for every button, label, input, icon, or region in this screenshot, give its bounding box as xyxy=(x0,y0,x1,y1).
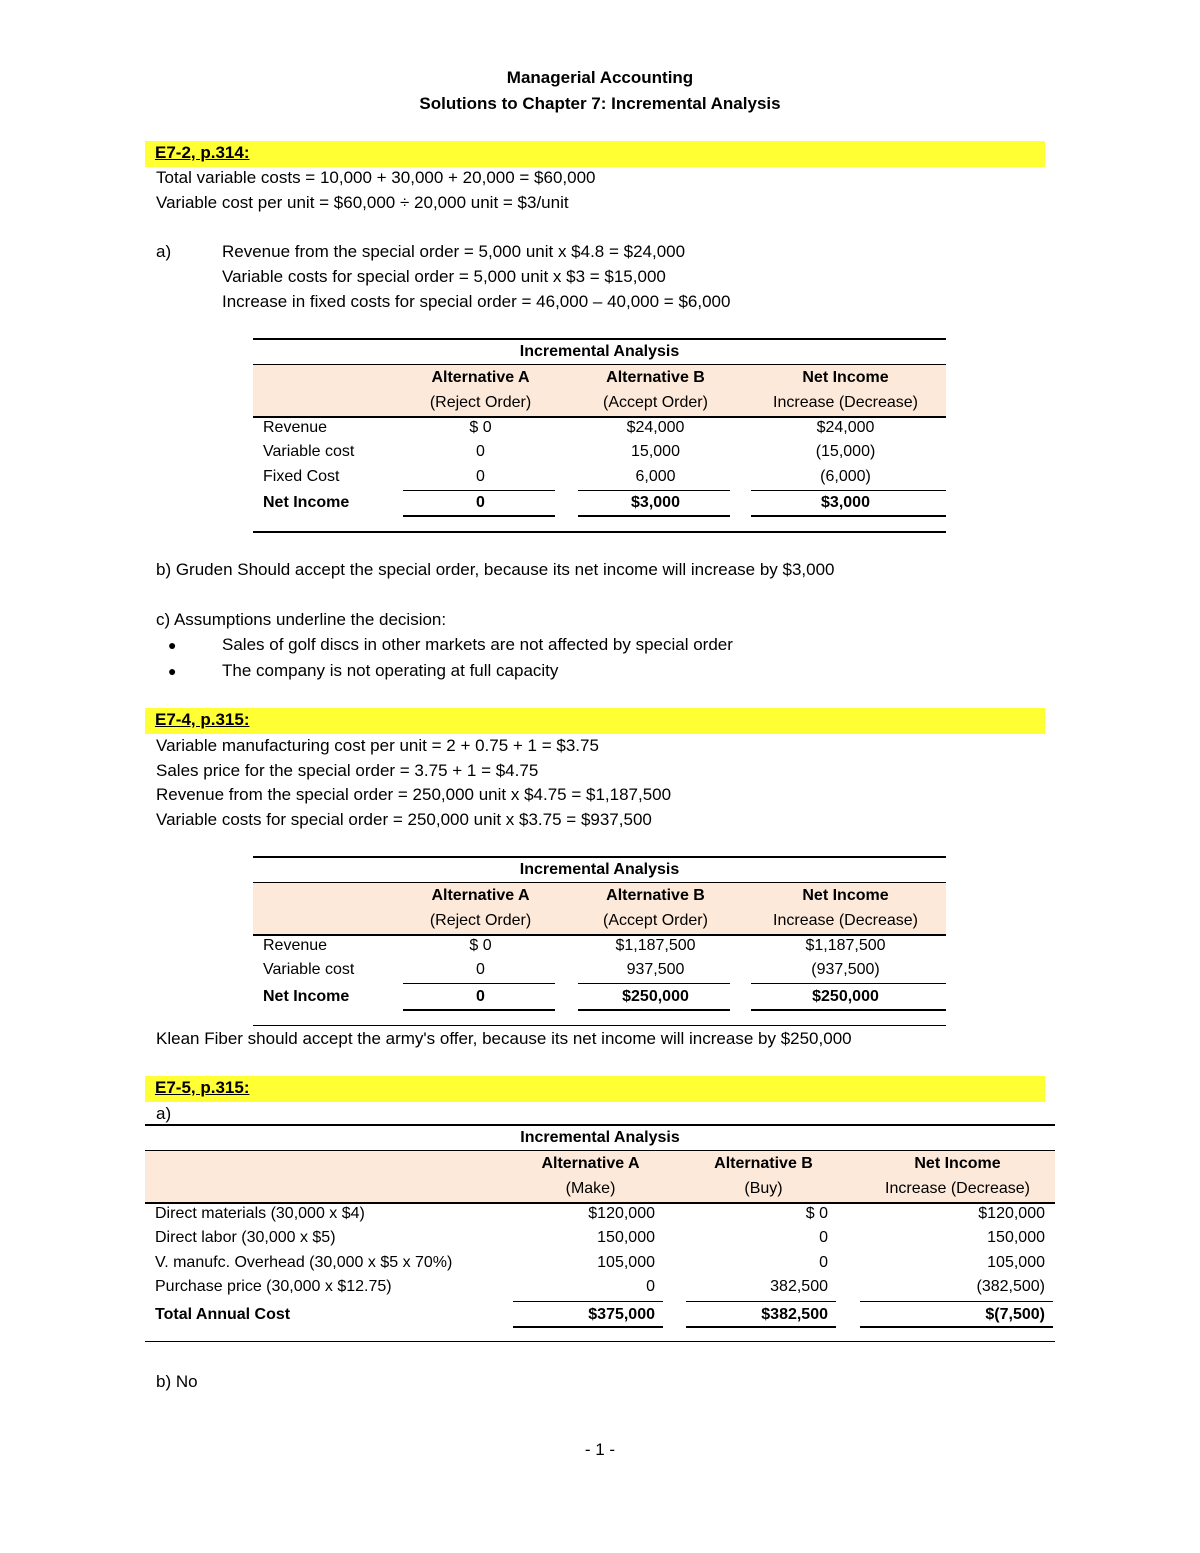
table-header-rule xyxy=(145,1150,1055,1151)
total-rule xyxy=(751,1009,946,1011)
total-rule xyxy=(403,1009,555,1011)
subtotal-rule xyxy=(578,983,730,984)
e74-line-4: Variable costs for special order = 250,000 unit x $3.75 = $937,500 xyxy=(156,810,652,829)
row-label: Fixed Cost xyxy=(263,468,340,485)
total-rule xyxy=(513,1326,663,1328)
total-rule xyxy=(860,1326,1053,1328)
e74-line-2: Sales price for the special order = 3.75 + 1 = $4.75 xyxy=(156,761,539,780)
col-a-header: Alternative A xyxy=(541,1155,640,1172)
total-rule xyxy=(686,1326,836,1328)
subtotal-rule xyxy=(513,1301,663,1302)
row-label: Variable cost xyxy=(263,443,355,460)
e72-a-line-1: Revenue from the special order = 5,000 unit x $4.8 = $24,000 xyxy=(222,242,686,261)
cell-b: $1,187,500 xyxy=(615,937,696,954)
subtotal-rule xyxy=(403,983,555,984)
cell-c: $120,000 xyxy=(978,1205,1045,1222)
e75-a-label: a) xyxy=(156,1104,172,1123)
cell-a: 0 xyxy=(646,1278,655,1295)
table-bottom-rule xyxy=(145,1341,1055,1342)
e72-b-text: b) Gruden Should accept the special order, because its net income will increase by $3,000 xyxy=(156,560,835,579)
e72-line-1: Total variable costs = 10,000 + 30,000 + 20,000 = $60,000 xyxy=(156,168,596,187)
row-label: Direct materials (30,000 x $4) xyxy=(155,1205,365,1222)
cell-b: 382,500 xyxy=(770,1278,828,1295)
col-c-subheader: Increase (Decrease) xyxy=(885,1180,1030,1197)
cell-a: 150,000 xyxy=(597,1229,655,1246)
row-label-net-income: Net Income xyxy=(263,988,350,1005)
cell-a: $ 0 xyxy=(469,937,492,954)
e75-heading: E7-5, p.315: xyxy=(155,1078,250,1097)
e74-heading: E7-4, p.315: xyxy=(155,710,250,729)
cell-b: 0 xyxy=(819,1229,828,1246)
e72-c-text: c) Assumptions underline the decision: xyxy=(156,610,447,629)
col-b-subheader: (Accept Order) xyxy=(603,912,708,929)
col-c-header: Net Income xyxy=(914,1155,1001,1172)
col-a-subheader: (Reject Order) xyxy=(429,394,532,411)
col-c-subheader: Increase (Decrease) xyxy=(773,394,918,411)
cell-a: 0 xyxy=(476,468,485,485)
table-top-rule xyxy=(253,338,946,340)
cell-c: $24,000 xyxy=(816,419,875,436)
col-c-header: Net Income xyxy=(802,887,889,904)
cell-b: $250,000 xyxy=(622,988,689,1005)
cell-b: 15,000 xyxy=(631,443,680,460)
cell-c: (937,500) xyxy=(811,961,880,978)
subtotal-rule xyxy=(860,1301,1053,1302)
e74-incremental-table xyxy=(253,854,946,1029)
table-top-rule xyxy=(253,856,946,858)
subtotal-rule xyxy=(751,490,946,491)
cell-b: $ 0 xyxy=(805,1205,828,1222)
cell-c: $250,000 xyxy=(812,988,879,1005)
subtotal-rule xyxy=(578,490,730,491)
cell-b: 937,500 xyxy=(626,961,685,978)
subtotal-rule xyxy=(686,1301,836,1302)
row-label: Revenue xyxy=(263,937,328,954)
cell-c: (15,000) xyxy=(815,443,876,460)
e74-line-3: Revenue from the special order = 250,000 unit x $4.75 = $1,187,500 xyxy=(156,785,672,804)
cell-a: $ 0 xyxy=(469,419,492,436)
col-c-subheader: Increase (Decrease) xyxy=(773,912,918,929)
cell-a: 0 xyxy=(476,988,485,1005)
e72-line-2: Variable cost per unit = $60,000 ÷ 20,000 unit = $3/unit xyxy=(156,193,569,212)
e72-heading: E7-2, p.314: xyxy=(155,143,250,162)
total-rule xyxy=(751,515,946,517)
col-b-header: Alternative B xyxy=(606,369,705,386)
cell-c: (382,500) xyxy=(976,1278,1045,1295)
cell-a: 105,000 xyxy=(597,1254,655,1271)
cell-c: $1,187,500 xyxy=(805,937,886,954)
e74-heading-band xyxy=(145,708,1045,734)
cell-a: $120,000 xyxy=(588,1205,655,1222)
cell-b: $3,000 xyxy=(631,494,680,511)
col-a-subheader: (Reject Order) xyxy=(429,912,532,929)
row-label-net-income: Net Income xyxy=(263,494,350,511)
e72-a-label: a) xyxy=(156,242,172,261)
cell-c: $(7,500) xyxy=(985,1306,1045,1323)
cell-c: (6,000) xyxy=(820,468,871,485)
cell-c: 105,000 xyxy=(987,1254,1045,1271)
col-b-subheader: (Buy) xyxy=(744,1180,783,1197)
total-rule xyxy=(578,515,730,517)
e72-bullet-1: Sales of golf discs in other markets are not affected by special order xyxy=(222,635,733,654)
table-header-bottom-rule xyxy=(253,934,946,936)
col-a-header: Alternative A xyxy=(431,369,530,386)
col-a-header: Alternative A xyxy=(431,887,530,904)
cell-c: 150,000 xyxy=(987,1229,1045,1246)
row-label: Variable cost xyxy=(263,961,355,978)
cell-b: 0 xyxy=(819,1254,828,1271)
document-title: Managerial Accounting xyxy=(506,68,694,87)
row-label-total: Total Annual Cost xyxy=(155,1306,291,1323)
col-a-subheader: (Make) xyxy=(565,1180,616,1197)
row-label: Purchase price (30,000 x $12.75) xyxy=(155,1278,392,1295)
document-subtitle: Solutions to Chapter 7: Incremental Analysis xyxy=(419,94,781,113)
cell-a: 0 xyxy=(476,494,485,511)
e72-bullet-2: The company is not operating at full capacity xyxy=(222,661,559,680)
e72-a-line-3: Increase in fixed costs for special order = 46,000 – 40,000 = $6,000 xyxy=(222,292,731,311)
col-b-header: Alternative B xyxy=(606,887,705,904)
subtotal-rule xyxy=(403,490,555,491)
cell-b: 6,000 xyxy=(635,468,676,485)
table-title: Incremental Analysis xyxy=(520,1129,680,1146)
bullet-icon: ● xyxy=(168,637,177,653)
table-header-bottom-rule xyxy=(145,1202,1055,1204)
e75-heading-band xyxy=(145,1076,1045,1102)
total-rule xyxy=(403,515,555,517)
table-title: Incremental Analysis xyxy=(519,343,680,360)
page-number: - 1 - xyxy=(584,1440,616,1459)
row-label: Revenue xyxy=(263,419,328,436)
e74-conclusion: Klean Fiber should accept the army's offer, because its net income will increase by $250,000 xyxy=(156,1029,852,1048)
cell-c: $3,000 xyxy=(821,494,870,511)
table-header-rule xyxy=(253,882,946,883)
e72-incremental-table xyxy=(253,336,946,536)
e75-b-text: b) No xyxy=(156,1372,198,1391)
e72-a-line-2: Variable costs for special order = 5,000 unit x $3 = $15,000 xyxy=(222,267,666,286)
col-b-subheader: (Accept Order) xyxy=(603,394,708,411)
cell-a: $375,000 xyxy=(588,1306,655,1323)
col-b-header: Alternative B xyxy=(714,1155,813,1172)
row-label: V. manufc. Overhead (30,000 x $5 x 70%) xyxy=(155,1254,453,1271)
e74-line-1: Variable manufacturing cost per unit = 2 + 0.75 + 1 = $3.75 xyxy=(156,736,599,755)
e75-incremental-table xyxy=(145,1122,1055,1347)
table-top-rule xyxy=(145,1124,1055,1126)
table-bottom-rule xyxy=(253,531,946,533)
table-bottom-rule xyxy=(253,1025,946,1026)
table-header-bottom-rule xyxy=(253,416,946,418)
e72-heading-band xyxy=(145,141,1045,167)
cell-b: $24,000 xyxy=(626,419,685,436)
cell-b: $382,500 xyxy=(761,1306,828,1323)
cell-a: 0 xyxy=(476,443,485,460)
row-label: Direct labor (30,000 x $5) xyxy=(155,1229,336,1246)
table-header-rule xyxy=(253,364,946,365)
table-title: Incremental Analysis xyxy=(519,861,680,878)
total-rule xyxy=(578,1009,730,1011)
cell-a: 0 xyxy=(476,961,485,978)
col-c-header: Net Income xyxy=(802,369,889,386)
subtotal-rule xyxy=(751,983,946,984)
bullet-icon: ● xyxy=(168,663,177,679)
